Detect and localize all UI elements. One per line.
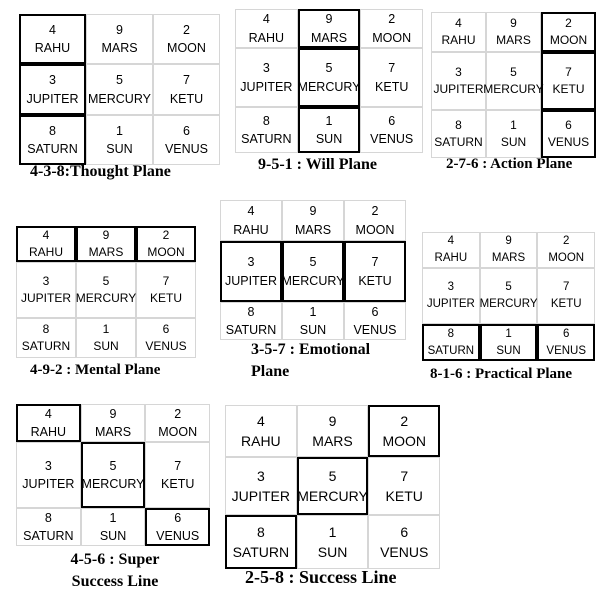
cell-number: 6 bbox=[183, 123, 190, 138]
cell-number: 9 bbox=[116, 22, 123, 37]
cell-planet: KETU bbox=[385, 488, 423, 504]
grid-cell-9 bbox=[297, 405, 369, 457]
cell-planet: RAHU bbox=[434, 252, 468, 264]
grid-cell-6 bbox=[344, 302, 406, 340]
grid-cell-1 bbox=[297, 515, 369, 569]
cell-number: 2 bbox=[174, 406, 182, 421]
cell-number: 2 bbox=[563, 235, 570, 248]
grid-cell-9 bbox=[81, 404, 146, 442]
grid-cell-8 bbox=[16, 508, 81, 546]
cell-planet: KETU bbox=[375, 79, 409, 94]
cell-planet: SATURN bbox=[21, 339, 71, 353]
grid-cell-3 bbox=[220, 241, 282, 302]
grid-cell-3 bbox=[225, 457, 297, 515]
cell-planet: VENUS bbox=[353, 323, 397, 337]
plane-caption: Plane bbox=[251, 363, 290, 380]
cell-number: 6 bbox=[565, 117, 572, 132]
cell-number: 1 bbox=[505, 327, 512, 340]
cell-planet: SUN bbox=[299, 323, 327, 337]
grid-cell-7 bbox=[145, 442, 210, 508]
panel-super-success-line bbox=[16, 404, 210, 546]
cell-number: 4 bbox=[256, 412, 265, 429]
grid-cell-8 bbox=[235, 107, 298, 153]
cell-planet: SUN bbox=[315, 132, 343, 146]
grid-cell-8 bbox=[422, 324, 480, 361]
cell-planet: KETU bbox=[358, 273, 392, 288]
cell-number: 4 bbox=[455, 15, 462, 30]
grid-cell-1 bbox=[81, 508, 146, 546]
cell-planet: MARS bbox=[310, 30, 348, 45]
panel-action-plane bbox=[431, 12, 596, 158]
grid-cell-3 bbox=[19, 64, 86, 115]
cell-number: 3 bbox=[42, 273, 50, 288]
grid-cell-5 bbox=[76, 262, 136, 318]
cell-planet: MARS bbox=[496, 33, 531, 47]
cell-planet: MOON bbox=[167, 41, 206, 55]
cell-number: 4 bbox=[49, 22, 56, 37]
plane-caption: 9-5-1 : Will Plane bbox=[258, 156, 377, 173]
panel-emotional-plane bbox=[220, 200, 406, 340]
grid-cell-4 bbox=[225, 405, 297, 457]
panel-practical-plane bbox=[422, 232, 595, 361]
cell-planet: JUPITER bbox=[20, 291, 71, 305]
grid-cell-5 bbox=[480, 268, 538, 324]
cell-number: 4 bbox=[247, 204, 255, 219]
cell-planet: KETU bbox=[169, 91, 204, 106]
cell-planet: VENUS bbox=[370, 132, 414, 146]
plane-caption: 4-3-8:Thought Plane bbox=[30, 163, 171, 180]
cell-planet: RAHU bbox=[30, 425, 67, 439]
grid-cell-5 bbox=[81, 442, 146, 508]
cell-number: 3 bbox=[49, 73, 56, 88]
cell-number: 6 bbox=[388, 113, 396, 128]
cell-planet: SATURN bbox=[427, 344, 475, 357]
grid-cell-6 bbox=[136, 318, 196, 358]
grid-cell-9 bbox=[76, 226, 136, 262]
grid-cell-8 bbox=[225, 515, 297, 569]
cell-planet: KETU bbox=[552, 82, 585, 96]
cell-number: 6 bbox=[162, 321, 170, 336]
cell-number: 1 bbox=[102, 321, 110, 336]
panel-thought-plane bbox=[19, 14, 220, 165]
cell-number: 9 bbox=[328, 412, 337, 429]
cell-number: 5 bbox=[505, 281, 512, 294]
cell-number: 9 bbox=[109, 406, 117, 421]
cell-number: 2 bbox=[388, 12, 396, 27]
cell-planet: MARS bbox=[491, 252, 526, 264]
cell-planet: JUPITER bbox=[426, 298, 475, 310]
cell-planet: MERCURY bbox=[88, 91, 151, 106]
grid-cell-8 bbox=[431, 110, 486, 158]
grid-cell-7 bbox=[153, 64, 220, 115]
grid-cell-4 bbox=[235, 9, 298, 48]
cell-number: 8 bbox=[247, 304, 255, 319]
cell-planet: MOON bbox=[382, 433, 426, 449]
plane-caption: 2-5-8 : Success Line bbox=[245, 567, 397, 587]
grid-cell-5 bbox=[483, 52, 544, 110]
cell-number: 3 bbox=[447, 281, 455, 294]
cell-planet: VENUS bbox=[546, 344, 587, 357]
cell-planet: MOON bbox=[549, 33, 588, 47]
cell-planet: SATURN bbox=[241, 132, 292, 146]
cell-number: 6 bbox=[174, 510, 182, 525]
cell-planet: RAHU bbox=[28, 245, 63, 259]
cell-planet: VENUS bbox=[547, 135, 590, 149]
cell-planet: MERCURY bbox=[81, 477, 145, 491]
grid-cell-4 bbox=[16, 226, 76, 262]
grid-cell-1 bbox=[282, 302, 344, 340]
cell-planet: KETU bbox=[149, 291, 182, 305]
grid-cell-5 bbox=[298, 48, 361, 107]
cell-planet: MOON bbox=[355, 222, 395, 237]
cell-number: 7 bbox=[183, 73, 190, 88]
plane-caption: 3-5-7 : Emotional bbox=[251, 341, 371, 358]
cell-planet: KETU bbox=[550, 298, 582, 310]
grid-cell-5 bbox=[297, 457, 369, 515]
cell-planet: SUN bbox=[496, 344, 521, 357]
cell-planet: MOON bbox=[147, 245, 185, 259]
grid-cell-3 bbox=[422, 268, 480, 324]
grid-cell-2 bbox=[145, 404, 210, 442]
cell-planet: MERCURY bbox=[281, 273, 345, 288]
grid-cell-6 bbox=[541, 110, 596, 158]
grid-cell-4 bbox=[422, 232, 480, 268]
cell-planet: SATURN bbox=[225, 323, 277, 337]
cell-number: 4 bbox=[44, 406, 52, 421]
cell-number: 7 bbox=[162, 273, 170, 288]
grid-cell-7 bbox=[344, 241, 406, 302]
cell-planet: MERCURY bbox=[297, 488, 368, 504]
cell-number: 1 bbox=[309, 304, 317, 319]
grid-cell-4 bbox=[220, 200, 282, 241]
cell-planet: SATURN bbox=[232, 544, 290, 560]
lo-shu-grid bbox=[16, 404, 210, 546]
cell-planet: MOON bbox=[372, 30, 412, 45]
cell-number: 1 bbox=[116, 123, 123, 138]
cell-number: 3 bbox=[455, 64, 462, 79]
cell-number: 8 bbox=[455, 117, 462, 132]
cell-number: 4 bbox=[262, 12, 270, 27]
cell-number: 4 bbox=[447, 235, 455, 248]
grid-cell-6 bbox=[368, 515, 440, 569]
cell-number: 5 bbox=[510, 64, 517, 79]
cell-number: 2 bbox=[371, 204, 379, 219]
cell-number: 5 bbox=[325, 61, 333, 76]
cell-planet: MOON bbox=[548, 252, 585, 264]
cell-planet: MARS bbox=[294, 222, 332, 237]
cell-number: 3 bbox=[262, 61, 270, 76]
grid-cell-9 bbox=[486, 12, 541, 52]
cell-planet: JUPITER bbox=[224, 273, 278, 288]
grid-cell-2 bbox=[153, 14, 220, 64]
cell-planet: RAHU bbox=[441, 33, 476, 47]
cell-planet: VENUS bbox=[145, 339, 187, 353]
cell-planet: SUN bbox=[106, 142, 133, 156]
lo-shu-grid bbox=[19, 14, 220, 165]
cell-planet: MERCURY bbox=[75, 291, 137, 305]
grid-cell-4 bbox=[16, 404, 81, 442]
cell-number: 7 bbox=[565, 64, 572, 79]
plane-caption: 4-5-6 : Super bbox=[70, 551, 160, 568]
cell-planet: SATURN bbox=[434, 135, 483, 149]
grid-cell-2 bbox=[541, 12, 596, 52]
plane-caption: Success Line bbox=[71, 573, 159, 590]
grid-cell-7 bbox=[136, 262, 196, 318]
cell-planet: JUPITER bbox=[433, 82, 484, 96]
grid-cell-9 bbox=[282, 200, 344, 241]
grid-cell-2 bbox=[537, 232, 595, 268]
cell-number: 7 bbox=[371, 255, 379, 270]
panel-success-line bbox=[225, 405, 440, 569]
grid-cell-3 bbox=[16, 442, 81, 508]
grid-cell-8 bbox=[19, 115, 86, 165]
grid-cell-2 bbox=[136, 226, 196, 262]
cell-number: 9 bbox=[309, 204, 317, 219]
cell-number: 5 bbox=[309, 255, 317, 270]
cell-number: 9 bbox=[102, 227, 110, 242]
cell-number: 7 bbox=[400, 467, 409, 484]
lo-shu-grid bbox=[225, 405, 440, 569]
cell-planet: MOON bbox=[158, 425, 198, 439]
cell-number: 8 bbox=[42, 321, 50, 336]
grid-cell-7 bbox=[360, 48, 423, 107]
cell-number: 5 bbox=[116, 73, 123, 88]
cell-number: 5 bbox=[102, 273, 110, 288]
cell-planet: SUN bbox=[93, 339, 119, 353]
grid-cell-9 bbox=[298, 9, 361, 48]
plane-caption: 8-1-6 : Practical Plane bbox=[430, 366, 573, 382]
cell-number: 5 bbox=[328, 467, 337, 484]
cell-number: 6 bbox=[371, 304, 379, 319]
cell-planet: JUPITER bbox=[231, 488, 291, 504]
cell-number: 1 bbox=[510, 117, 517, 132]
cell-number: 9 bbox=[325, 12, 333, 27]
cell-number: 4 bbox=[42, 227, 50, 242]
cell-number: 8 bbox=[262, 113, 270, 128]
grid-cell-6 bbox=[537, 324, 595, 361]
cell-planet: RAHU bbox=[248, 30, 285, 45]
cell-planet: MARS bbox=[94, 425, 132, 439]
grid-cell-9 bbox=[86, 14, 153, 64]
cell-number: 2 bbox=[162, 227, 170, 242]
cell-number: 7 bbox=[388, 61, 396, 76]
grid-cell-4 bbox=[431, 12, 486, 52]
grid-cell-6 bbox=[360, 107, 423, 153]
cell-planet: RAHU bbox=[241, 433, 281, 449]
cell-number: 3 bbox=[44, 458, 52, 473]
grid-cell-8 bbox=[220, 302, 282, 340]
plane-caption: 2-7-6 : Action Plane bbox=[446, 156, 573, 172]
cell-number: 8 bbox=[256, 523, 265, 540]
panel-mental-plane bbox=[16, 226, 196, 358]
lo-shu-grid bbox=[431, 12, 596, 158]
cell-planet: MERCURY bbox=[479, 298, 538, 310]
cell-number: 1 bbox=[328, 523, 337, 540]
grid-cell-3 bbox=[235, 48, 298, 107]
cell-planet: SUN bbox=[99, 529, 127, 543]
cell-number: 2 bbox=[400, 412, 409, 429]
cell-planet: MARS bbox=[88, 245, 124, 259]
plane-caption: 4-9-2 : Mental Plane bbox=[30, 362, 161, 378]
cell-number: 1 bbox=[325, 113, 333, 128]
grid-cell-8 bbox=[16, 318, 76, 358]
grid-cell-7 bbox=[541, 52, 596, 110]
grid-cell-7 bbox=[368, 457, 440, 515]
cell-planet: SUN bbox=[500, 135, 527, 149]
cell-planet: JUPITER bbox=[26, 91, 79, 106]
cell-number: 8 bbox=[44, 510, 52, 525]
cell-number: 6 bbox=[400, 523, 409, 540]
grid-cell-1 bbox=[76, 318, 136, 358]
cell-planet: VENUS bbox=[164, 142, 209, 156]
grid-cell-2 bbox=[368, 405, 440, 457]
cell-planet: MARS bbox=[312, 433, 353, 449]
cell-planet: MARS bbox=[101, 41, 138, 55]
cell-number: 8 bbox=[447, 327, 455, 340]
grid-cell-4 bbox=[19, 14, 86, 64]
cell-number: 7 bbox=[563, 281, 570, 294]
grid-cell-9 bbox=[480, 232, 538, 268]
cell-planet: RAHU bbox=[34, 41, 71, 55]
grid-cell-1 bbox=[298, 107, 361, 153]
cell-planet: VENUS bbox=[156, 529, 200, 543]
lo-shu-grid bbox=[422, 232, 595, 361]
grid-cell-2 bbox=[344, 200, 406, 241]
cell-number: 9 bbox=[510, 15, 517, 30]
cell-number: 1 bbox=[109, 510, 117, 525]
grid-cell-6 bbox=[153, 115, 220, 165]
grid-cell-5 bbox=[282, 241, 344, 302]
cell-planet: SATURN bbox=[27, 142, 78, 156]
panel-will-plane bbox=[235, 9, 423, 153]
cell-number: 9 bbox=[505, 235, 512, 248]
lo-shu-grid bbox=[235, 9, 423, 153]
cell-planet: SATURN bbox=[23, 529, 74, 543]
grid-cell-2 bbox=[360, 9, 423, 48]
grid-cell-5 bbox=[86, 64, 153, 115]
grid-cell-1 bbox=[486, 110, 541, 158]
cell-number: 3 bbox=[247, 255, 255, 270]
grid-cell-3 bbox=[431, 52, 486, 110]
cell-number: 5 bbox=[109, 458, 117, 473]
grid-cell-7 bbox=[537, 268, 595, 324]
cell-planet: MERCURY bbox=[483, 82, 544, 96]
cell-planet: SUN bbox=[317, 544, 348, 560]
cell-planet: RAHU bbox=[233, 222, 269, 237]
cell-number: 2 bbox=[565, 15, 572, 30]
cell-planet: MERCURY bbox=[297, 79, 361, 94]
grid-cell-6 bbox=[145, 508, 210, 546]
cell-number: 2 bbox=[183, 22, 190, 37]
cell-planet: VENUS bbox=[380, 544, 429, 560]
cell-number: 6 bbox=[563, 327, 570, 340]
lo-shu-grid bbox=[16, 226, 196, 358]
grid-cell-1 bbox=[86, 115, 153, 165]
grid-cell-3 bbox=[16, 262, 76, 318]
cell-number: 3 bbox=[256, 467, 265, 484]
lo-shu-grid bbox=[220, 200, 406, 340]
cell-planet: JUPITER bbox=[22, 477, 75, 491]
cell-number: 8 bbox=[49, 123, 56, 138]
grid-cell-1 bbox=[480, 324, 538, 361]
cell-planet: JUPITER bbox=[240, 79, 293, 94]
cell-number: 7 bbox=[174, 458, 182, 473]
cell-planet: KETU bbox=[161, 477, 195, 491]
